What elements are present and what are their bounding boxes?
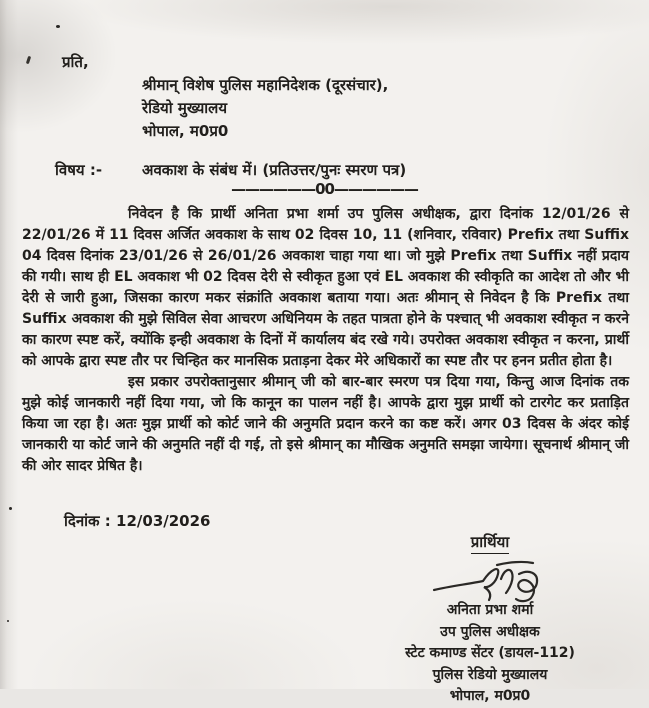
signature-heading: प्रार्थिया: [471, 532, 509, 554]
signatory-name: अनिता प्रभा शर्मा: [446, 602, 534, 618]
ink-speck: [7, 620, 9, 622]
ink-mark: [26, 56, 31, 65]
signatory-office-3: भोपाल, म0प्र0: [449, 688, 531, 704]
recipient-address: [142, 74, 388, 143]
recipient-line-1: श्रीमान् विशेष पुलिस महानिदेशक (दूरसंचार),: [142, 76, 389, 94]
salutation: प्रति,: [62, 53, 89, 71]
signatory-office-2: पुलिस रेडियो मुख्यालय: [432, 666, 548, 683]
subject-label: विषय :-: [55, 161, 103, 179]
date-line: दिनांक : 12/03/2026: [64, 512, 211, 530]
body-paragraph-1: निवेदन है कि प्रार्थी अनिता प्रभा शर्मा उप पुलिस अधीक्षक, द्वारा दिनांक 12/01/26 से 22/01/26 में 11 दिवस अर्जित अवकाश के साथ 02 दिवस 10, 11 (शनिवार, रविवार) Prefix तथा Suffix 04 दिवस दिनांक 23/01/26 से 26/01/26 अवकाश चाहा गया था। जो मुझे Prefix तथा Suffix नहीं प्रदाय की गयी। साथ ही EL अवकाश भी 02 दिवस देरी से स्वीकृत हुआ एवं EL अवकाश की स्वीकृति का आदेश तो और भी देरी से जारी हुआ, जिसका कारण मकर संक्रांति अवकाश बताया गया। अतः श्रीमान् से निवेदन है कि Prefix तथा Suffix अवकाश की मुझे सिविल सेवा आचरण अधिनियम के तहत पात्रता होने के पश्चात् भी अवकाश स्वीकृत न करने का कारण स्पष्ट करें, क्योंकि इन्ही अवकाश के दिनों में कार्यालय बंद रखे गये। उपरोक्त अवकाश स्वीकृत न करना, प्रार्थी को आपके द्वारा स्पष्ट तौर पर चिन्हित कर मानसिक प्रताड़ना देकर मेरे अधिकारों का स्पष्ट तौर पर हनन प्रतीत होता है।: [22, 206, 629, 369]
signatory-designation: उप पुलिस अधीक्षक: [440, 623, 540, 640]
letter-body: [22, 204, 629, 477]
signatory-details: [398, 600, 582, 708]
ink-speck: [56, 25, 60, 28]
recipient-line-2: रेडियो मुख्यालय: [142, 99, 228, 117]
signature-block: [398, 532, 582, 708]
body-paragraph-2: इस प्रकार उपरोक्तानुसार श्रीमान् जी को बार-बार स्मरण पत्र दिया गया, किन्तु आज दिनांक तक मुझे कोई जानकारी नहीं दिया गया, जो कि कानून का पालन नहीं है। आपके द्वारा मुझ प्रार्थी को टारगेट कर प्रताड़ित किया जा रहा है। अतः मुझ प्रार्थी को कोर्ट जाने की अनुमति प्रदान करने का कष्ट करें। अगर 03 दिवस के अंदर कोई जानकारी या कोर्ट जाने की अनुमति नहीं दी गई, तो इसे श्रीमान् का मौखिक अनुमति समझा जायेगा। सूचनार्थ श्रीमान् जी की ओर सादर प्रेषित है।: [22, 374, 629, 474]
recipient-line-3: भोपाल, म0प्र0: [142, 122, 229, 140]
subject-text: अवकाश के संबंध में। (प्रतिउत्तर/पुनः स्मरण पत्र): [142, 161, 407, 179]
section-divider: ——————00——————: [231, 180, 418, 198]
ink-speck: [9, 507, 12, 510]
signatory-office-1: स्टेट कमाण्ड सेंटर (डायल-112): [405, 645, 575, 661]
